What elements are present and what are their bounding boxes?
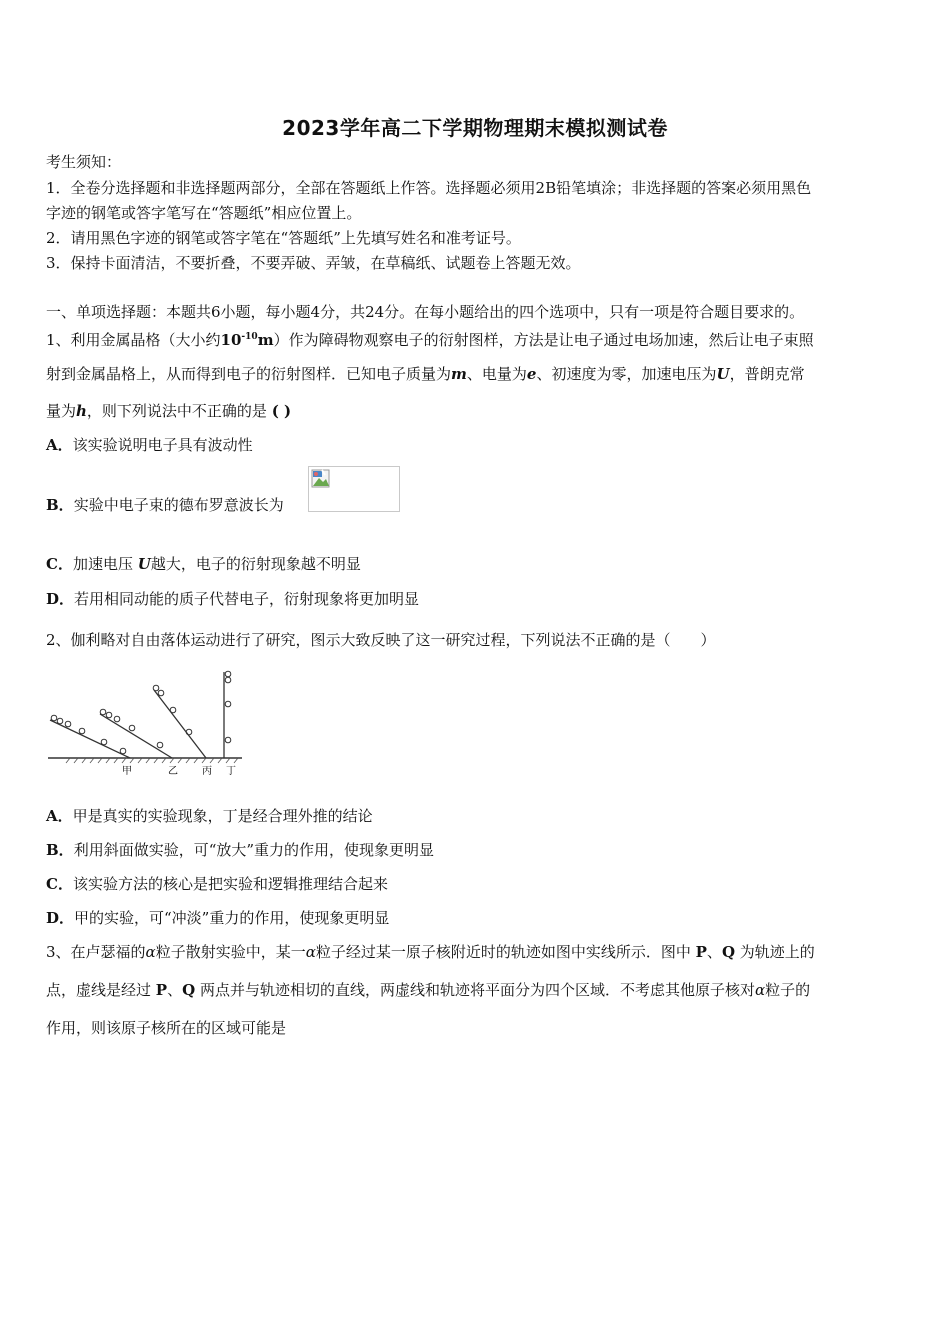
answer-paren: ( ) bbox=[271, 402, 292, 420]
broken-image-icon bbox=[311, 469, 331, 489]
notice-item-1-line-2: 字迹的钢笔或答字笔写在“答题纸”相应位置上。 bbox=[46, 204, 362, 222]
q3-text: 粒子经过某一原子核附近时的轨迹如图中实线所示．图中 bbox=[315, 943, 691, 961]
question-3-line-1 bbox=[46, 942, 815, 962]
var-m: m bbox=[451, 365, 467, 383]
q3-text: 点，虚线是经过 bbox=[46, 981, 152, 999]
option-label: A． bbox=[46, 436, 73, 454]
option-label: B． bbox=[46, 841, 74, 859]
option-text: 越大，电子的衍射现象越不明显 bbox=[150, 555, 361, 573]
q1-option-a bbox=[46, 435, 253, 455]
question-3-line-3: 作用，则该原子核所在的区域可能是 bbox=[46, 1019, 287, 1037]
option-text: 若用相同动能的质子代替电子，衍射现象将更加明显 bbox=[74, 590, 420, 608]
var-e: e bbox=[526, 365, 537, 383]
formula-image-placeholder bbox=[308, 466, 400, 512]
notice-item-1-line-1: 1．全卷分选择题和非选择题两部分，全部在答题纸上作答。选择题必须用2B铅笔填涂；非选择题的答案必须用黑色 bbox=[46, 179, 812, 197]
q1-text: 射到金属晶格上，从而得到电子的衍射图样．已知电子质量为 bbox=[46, 365, 452, 383]
var-U: U bbox=[137, 555, 151, 573]
q1-text: ）作为障碍物观察电子的衍射图样，方法是让电子通过电场加速，然后让电子束照 bbox=[273, 331, 814, 349]
separator: 、 bbox=[706, 943, 722, 961]
q1-text: 量为 bbox=[46, 402, 77, 420]
option-label: D． bbox=[46, 909, 75, 927]
incline-yi bbox=[100, 714, 172, 758]
question-1-line-2 bbox=[46, 364, 805, 384]
question-3-line-2 bbox=[46, 980, 810, 1000]
notice-heading: 考生须知： bbox=[46, 153, 122, 171]
q2-option-a bbox=[46, 806, 373, 826]
var-h: h bbox=[76, 402, 87, 420]
q1-text: 、电量为 bbox=[466, 365, 527, 383]
point-P: P bbox=[155, 981, 168, 999]
q1-text: 1、利用金属晶格（大小约 bbox=[46, 331, 221, 349]
notice-item-2: 2．请用黑色字迹的钢笔或答字笔在“答题纸”上先填写姓名和准考证号。 bbox=[46, 229, 521, 247]
q3-text: 为轨迹上的 bbox=[739, 943, 815, 961]
q1-size-unit: m bbox=[257, 331, 274, 349]
option-label: C． bbox=[46, 875, 73, 893]
q1-text: ，普朗克常 bbox=[729, 365, 805, 383]
q1-text: 、初速度为零，加速电压为 bbox=[536, 365, 717, 383]
option-text: 该实验方法的核心是把实验和逻辑推理结合起来 bbox=[72, 875, 388, 893]
option-label: C． bbox=[46, 555, 73, 573]
page-title: 2023学年高二下学期物理期末模拟测试卷 bbox=[282, 116, 668, 140]
balls bbox=[51, 671, 231, 754]
incline-bing bbox=[154, 690, 206, 758]
q2-option-c bbox=[46, 874, 388, 894]
point-Q: Q bbox=[182, 981, 196, 999]
q1-option-d bbox=[46, 589, 419, 609]
label-bing: 丙 bbox=[202, 766, 212, 777]
q1-size-exponent: -10 bbox=[241, 332, 258, 342]
option-text: 甲的实验，可“冲淡”重力的作用，使现象更明显 bbox=[74, 909, 390, 927]
option-text: 甲是真实的实验现象，丁是经合理外推的结论 bbox=[72, 807, 373, 825]
var-U: U bbox=[716, 365, 730, 383]
q3-text: 粒子散射实验中，某一 bbox=[155, 943, 306, 961]
q3-text: 两点并与轨迹相切的直线，两虚线和轨迹将平面分为四个区域．不考虑其他原子核对 bbox=[199, 981, 755, 999]
alpha-symbol: α bbox=[145, 943, 156, 961]
option-label: D． bbox=[46, 590, 75, 608]
q2-option-d bbox=[46, 908, 389, 928]
option-text: 实验中电子束的德布罗意波长为 bbox=[73, 496, 284, 514]
notice-item-3: 3．保持卡面清洁，不要折叠，不要弄破、弄皱，在草稿纸、试题卷上答题无效。 bbox=[46, 254, 581, 272]
q1-option-c bbox=[46, 554, 361, 574]
separator: 、 bbox=[167, 981, 183, 999]
question-2-stem: 2、伽利略对自由落体运动进行了研究，图示大致反映了这一研究过程，下列说法不正确的是（ ） bbox=[46, 631, 716, 649]
section-heading: 一、单项选择题：本题共6小题，每小题4分，共24分。在每小题给出的四个选项中，只有一项是符合题目要求的。 bbox=[46, 303, 805, 321]
point-P: P bbox=[695, 943, 707, 961]
label-yi: 乙 bbox=[168, 766, 178, 777]
label-jia: 甲 bbox=[122, 766, 132, 777]
q3-text: 粒子的 bbox=[765, 981, 811, 999]
q1-text: ，则下列说法中不正确的是 bbox=[86, 402, 267, 420]
question-1-line-3 bbox=[46, 401, 291, 421]
q2-option-b bbox=[46, 840, 434, 860]
q1-option-b bbox=[46, 495, 284, 515]
option-label: B． bbox=[46, 496, 74, 514]
option-text: 加速电压 bbox=[72, 555, 133, 573]
q3-text: 3、在卢瑟福的 bbox=[46, 943, 146, 961]
label-ding: 丁 bbox=[226, 766, 236, 777]
option-text: 该实验说明电子具有波动性 bbox=[72, 436, 253, 454]
point-Q: Q bbox=[721, 943, 736, 961]
q1-size-value: 10 bbox=[220, 331, 242, 349]
option-text: 利用斜面做实验，可“放大”重力的作用，使现象更明显 bbox=[73, 841, 435, 859]
question-1-line-1 bbox=[46, 327, 814, 350]
option-label: A． bbox=[46, 807, 73, 825]
alpha-symbol: α bbox=[754, 981, 766, 999]
alpha-symbol: α bbox=[305, 943, 316, 961]
inclined-plane-figure bbox=[46, 666, 246, 778]
